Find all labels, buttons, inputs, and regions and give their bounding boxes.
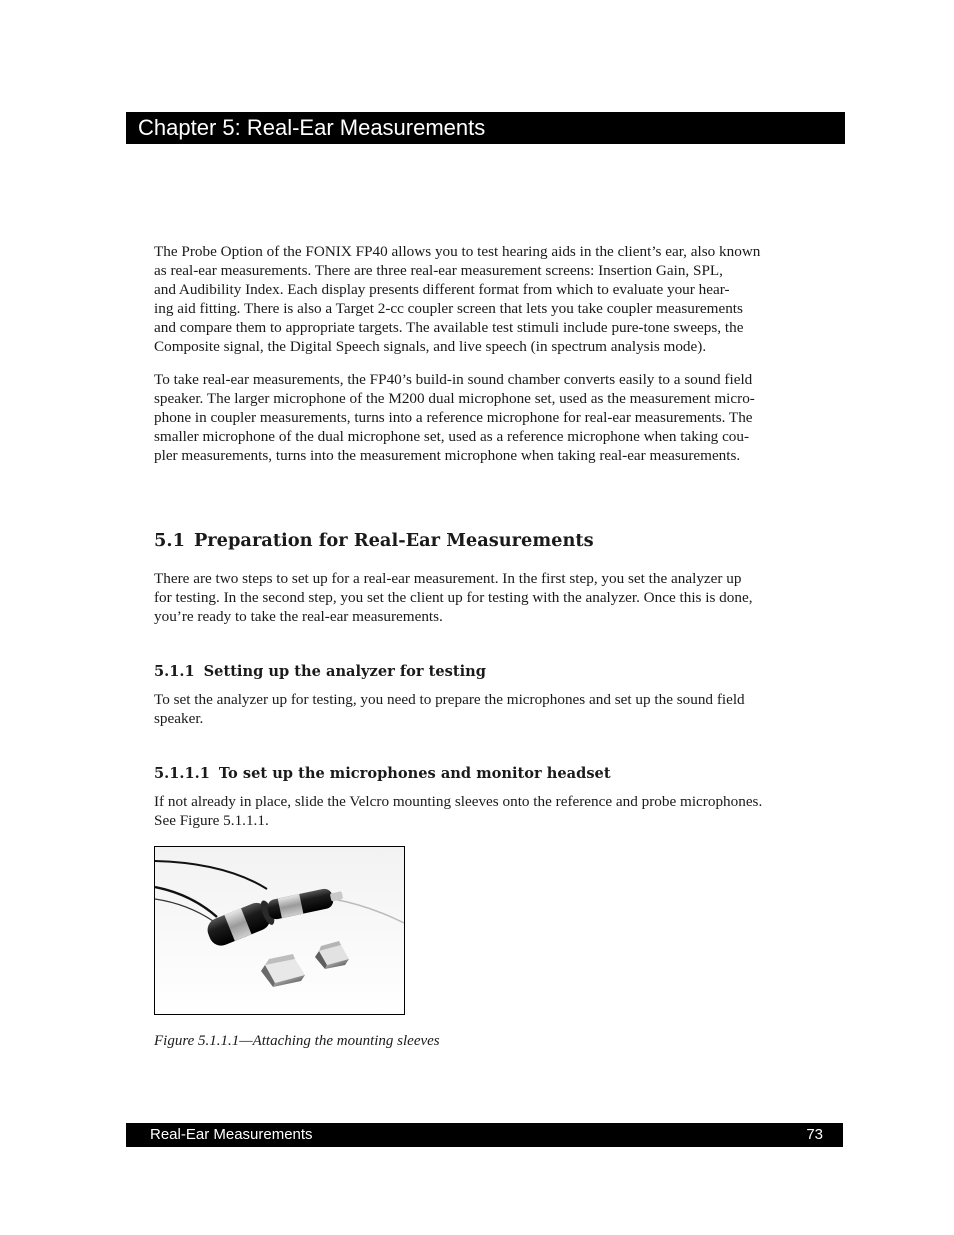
- section-title: To set up the microphones and monitor headset: [218, 765, 611, 782]
- text-line: speaker.: [154, 709, 204, 727]
- footer-title: Real-Ear Measurements: [150, 1126, 313, 1143]
- text-line: The Probe Option of the FONIX FP40 allows you to test hearing aids in the client’s ear, also known: [154, 243, 761, 260]
- text-line: See Figure 5.1.1.1.: [154, 811, 269, 829]
- chapter-title-bar: [126, 112, 845, 144]
- text-line: There are two steps to set up for a real-ear measurement. In the first step, you set the analyzer up: [154, 570, 742, 587]
- intro-paragraph-2: [154, 371, 844, 466]
- text-line: smaller microphone of the dual microphone set, used as a reference microphone when taking cou-: [154, 427, 750, 445]
- text-line: you’re ready to take the real-ear measurements.: [154, 607, 443, 625]
- text-line: as real-ear measurements. There are three real-ear measurement screens: Insertion Gain, SPL,: [154, 261, 723, 279]
- figure-microphones-photo: [154, 846, 405, 1015]
- text-line: pler measurements, turns into the measurement microphone when taking real-ear measurements.: [154, 446, 741, 464]
- page-number: 73: [806, 1126, 823, 1143]
- text-line: for testing. In the second step, you set the client up for testing with the analyzer. Once this is done,: [154, 588, 753, 606]
- section-heading-5-1-1: [154, 662, 486, 682]
- text-line: and compare them to appropriate targets. The available test stimuli include pure-tone sweeps, the: [154, 318, 744, 336]
- section-number: 5.1.1: [154, 663, 195, 680]
- text-line: ing aid fitting. There is also a Target 2-cc coupler screen that lets you take coupler measurements: [154, 299, 743, 317]
- section-5-1-1-body: [154, 691, 844, 729]
- text-line: If not already in place, slide the Velcro mounting sleeves onto the reference and probe microphones.: [154, 793, 763, 810]
- text-line: To take real-ear measurements, the FP40’s build-in sound chamber converts easily to a sound field: [154, 371, 753, 388]
- section-title: Setting up the analyzer for testing: [203, 663, 486, 680]
- section-5-1-1-1-body: [154, 793, 844, 831]
- figure-caption: Figure 5.1.1.1—Attaching the mounting sleeves: [154, 1033, 440, 1049]
- section-number: 5.1.1.1: [154, 765, 210, 782]
- page-footer: [126, 1123, 843, 1147]
- text-line: and Audibility Index. Each display presents different format from which to evaluate your hear-: [154, 280, 730, 298]
- text-line: speaker. The larger microphone of the M200 dual microphone set, used as the measurement micro-: [154, 389, 755, 407]
- intro-paragraph-1: [154, 243, 844, 356]
- text-line: Composite signal, the Digital Speech signals, and live speech (in spectrum analysis mode).: [154, 337, 707, 355]
- section-heading-5-1: [154, 529, 594, 553]
- section-title: Preparation for Real-Ear Measurements: [193, 530, 594, 551]
- chapter-title: Chapter 5: Real-Ear Measurements: [138, 115, 486, 140]
- section-heading-5-1-1-1: [154, 764, 611, 784]
- text-line: phone in coupler measurements, turns into a reference microphone for real-ear measurements. The: [154, 408, 753, 426]
- text-line: To set the analyzer up for testing, you need to prepare the microphones and set up the sound field: [154, 691, 745, 708]
- microphones-illustration: [155, 847, 404, 1014]
- section-number: 5.1: [154, 530, 185, 551]
- section-5-1-body: [154, 570, 844, 627]
